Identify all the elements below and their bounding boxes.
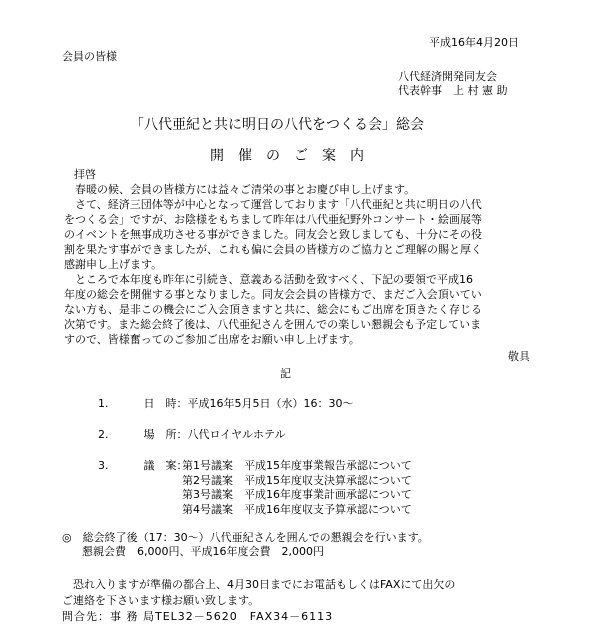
rsvp-line: 恐れ入りますが準備の都合上、4月30日までにお電話もしくはFAXにて出欠の	[73, 578, 456, 591]
item-label: 議 案：	[143, 459, 188, 472]
agenda-item-3: 第3号議案 平成16年度事業計画承認について	[182, 488, 412, 501]
item-label: 日 時：	[143, 397, 188, 410]
item-venue	[98, 428, 286, 442]
item-number: 1.	[98, 397, 109, 410]
item-value: 平成16年5月5日（水）16：30～	[187, 397, 354, 410]
item-number: 3.	[98, 459, 109, 472]
document-subtitle: 開催のご案内	[210, 148, 378, 164]
greeting: 拝啓	[74, 168, 96, 181]
closing-word: 敬具	[508, 350, 530, 363]
contact-info: 問合先：事 務 局TEL32－5620 FAX34－6113	[62, 610, 334, 623]
sender-organization: 八代経済開発同友会	[398, 70, 497, 83]
item-label: 場 所：	[143, 428, 188, 441]
body-line: のイベントを無事成功させる事ができました。同友会と致しましても、十分にその役	[64, 228, 482, 241]
ki-marker: 記	[280, 367, 291, 380]
body-line: さて、経済三団体等が中心となって運営しております「八代亜紀と共に明日の八代	[75, 198, 482, 211]
body-line: 感謝申し上げます。	[64, 258, 163, 271]
letter-body	[64, 167, 544, 347]
body-line: すので、皆様奮ってのご参加ご出席をお願い申し上げます。	[64, 333, 360, 346]
document-date: 平成16年4月20日	[429, 36, 519, 49]
item-agenda	[98, 459, 188, 473]
body-line: 春暖の候、会員の皆様方には益々ご清栄の事とお慶び申し上げます。	[75, 183, 416, 196]
item-value: 八代ロイヤルホテル	[187, 428, 286, 441]
sender-representative: 代表幹事 上 村 憲 助	[398, 84, 508, 97]
document-title: 「八代亜紀と共に明日の八代をつくる会」総会	[130, 117, 424, 133]
fee-line: 懇親会費 6,000円、平成16年度会費 2,000円	[82, 545, 324, 558]
addressee: 会員の皆様	[62, 50, 117, 63]
rsvp-line: ご連絡を下さいます様お願い致します。	[62, 594, 260, 607]
body-line: ところで本年度も昨年に引続き、意義ある活動を致すべく、下記の要領で平成16	[75, 273, 474, 286]
item-number: 2.	[98, 428, 109, 441]
agenda-item-1: 第1号議案 平成15年度事業報告承認について	[182, 459, 412, 472]
agenda-item-4: 第4号議案 平成16年度収支予算承認について	[182, 503, 412, 516]
body-line: ない方も、是非この機会にご入会頂きますと共に、総会にもご出席を頂きたく存じる	[64, 303, 482, 316]
footer-block	[62, 577, 455, 625]
item-datetime	[98, 397, 354, 411]
body-line: 次第です。また総会終了後は、八代亜紀さんを囲んでの楽しい懇親会も予定していま	[64, 318, 482, 331]
body-line: 年度の総会を開催する事となりました。同友会会員の皆様方で、まだご入会頂いてい	[64, 288, 482, 301]
reception-line: ◎ 総会終了後（17：30～）八代亜紀さんを囲んでの懇親会を行います。	[62, 531, 429, 544]
body-line: をつくる会」ですが、お陰様をもちまして昨年は八代亜紀野外コンサート・絵画展等	[64, 213, 482, 226]
reception-note	[62, 531, 429, 559]
body-line: 割を果たす事ができましたが、これも偏に会員の皆様方のご協力とご理解の賜と厚く	[64, 243, 482, 256]
agenda-item-2: 第2号議案 平成15年度収支決算承認について	[182, 474, 412, 487]
